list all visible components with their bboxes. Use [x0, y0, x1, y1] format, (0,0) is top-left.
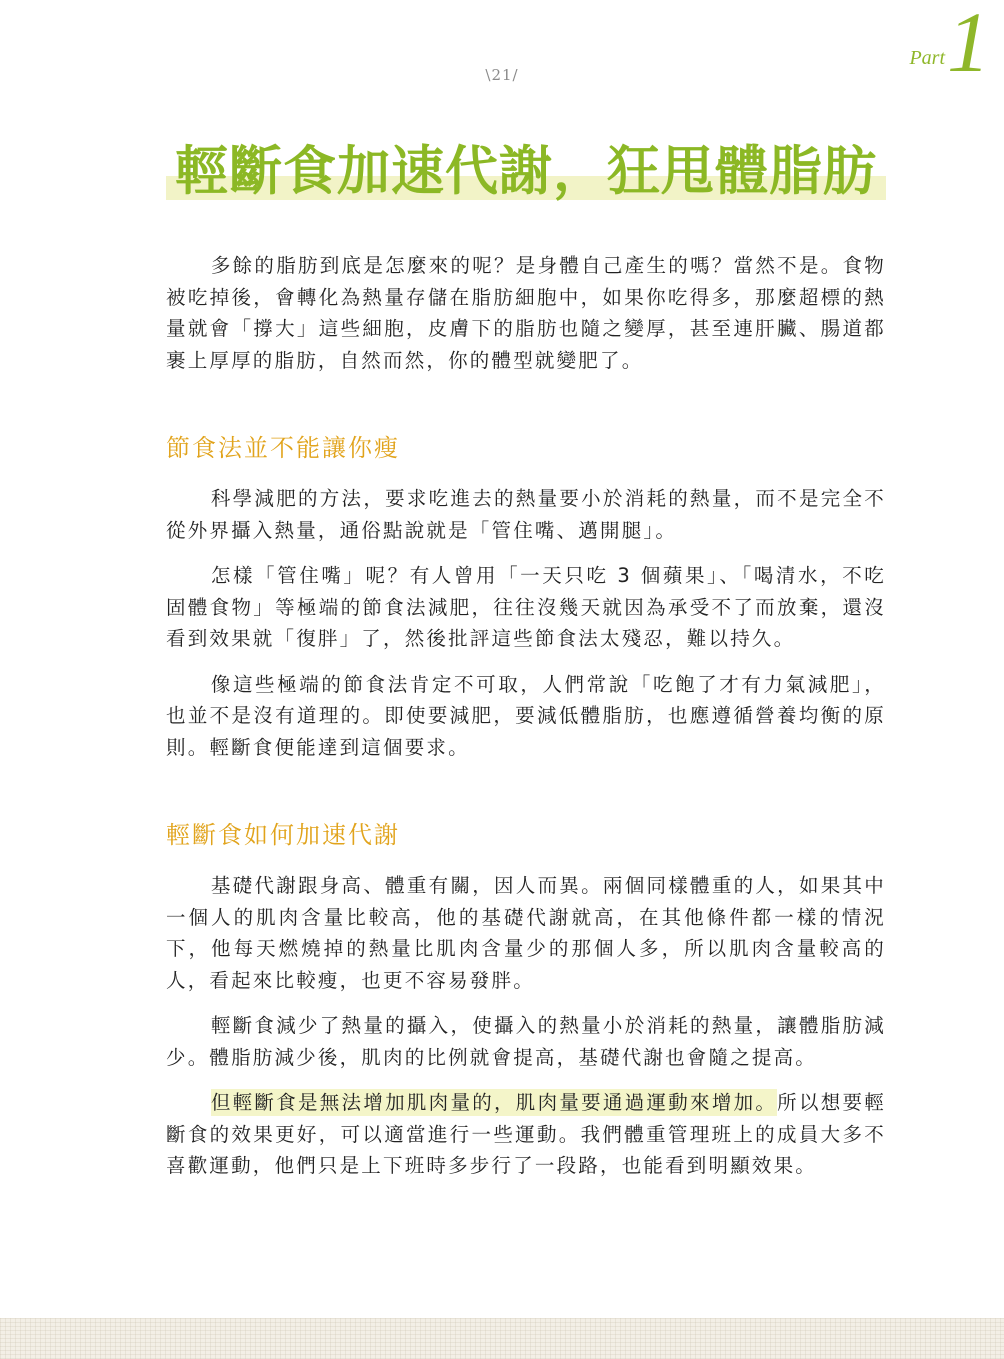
page-number: \21/: [485, 66, 519, 84]
paragraph: 基礎代謝跟身高、體重有關，因人而異。兩個同樣體重的人，如果其中一個人的肌肉含量比較高，他的基礎代謝就高，在其他條件都一樣的情況下，他每天燃燒掉的熱量比肌肉含量少的那個人多，所以肌肉含量較高的人，看起來比較瘦，也更不容易發胖。: [166, 874, 886, 992]
bottom-texture-strip: [0, 1318, 1004, 1359]
highlighted-sentence: 但輕斷食是無法增加肌肉量的，肌肉量要通過運動來增加。: [210, 1091, 778, 1114]
paragraph: 像這些極端的節食法肯定不可取，人們常說「吃飽了才有力氣減肥」，也並不是沒有道理的。即使要減肥，要減低體脂肪，也應遵循營養均衡的原則。輕斷食便能達到這個要求。: [166, 672, 886, 759]
part-label: [909, 0, 990, 90]
part-word: Part: [909, 47, 945, 69]
section-heading-metabolism: 輕斷食如何加速代謝: [166, 821, 400, 849]
paragraph: 怎樣「管住嘴」呢？有人曾用「一天只吃 3 個蘋果」、「喝清水，不吃固體食物」等極端的節食法減肥，往往沒幾天就因為承受不了而放棄，還沒看到效果就「復胖」了，然後批評這些節食法太殘忍，難以持久。: [166, 564, 886, 650]
paragraph: 輕斷食減少了熱量的攝入，使攝入的熱量小於消耗的熱量，讓體脂肪減少。體脂肪減少後，肌肉的比例就會提高，基礎代謝也會隨之提高。: [166, 1014, 886, 1069]
part-number: 1: [947, 0, 990, 90]
paragraph: 科學減肥的方法，要求吃進去的熱量要小於消耗的熱量，而不是完全不從外界攝入熱量，通俗點說就是「管住嘴、邁開腿」。: [166, 487, 886, 542]
paragraph-rest: 所以想要輕斷食的效果更好，可以適當進行一些運動。我們體重管理班上的成員大多不喜歡運動，他們只是上下班時多步行了一段路，也能看到明顯效果。: [166, 1091, 886, 1177]
page-title: 輕斷食加速代謝，狂甩體脂肪: [175, 140, 877, 202]
section-heading-dieting: 節食法並不能讓你瘦: [166, 434, 400, 462]
intro-paragraph: 多餘的脂肪到底是怎麼來的呢？是身體自己產生的嗎？當然不是。食物被吃掉後，會轉化為熱量存儲在脂肪細胞中，如果你吃得多，那麼超標的熱量就會「撐大」這些細胞，皮膚下的脂肪也隨之變厚，甚至連肝臟、腸道都裹上厚厚的脂肪，自然而然，你的體型就變肥了。: [166, 254, 886, 372]
paragraph-with-highlight: [166, 1087, 886, 1182]
article-body: [166, 250, 886, 1196]
title-block: [166, 136, 886, 206]
